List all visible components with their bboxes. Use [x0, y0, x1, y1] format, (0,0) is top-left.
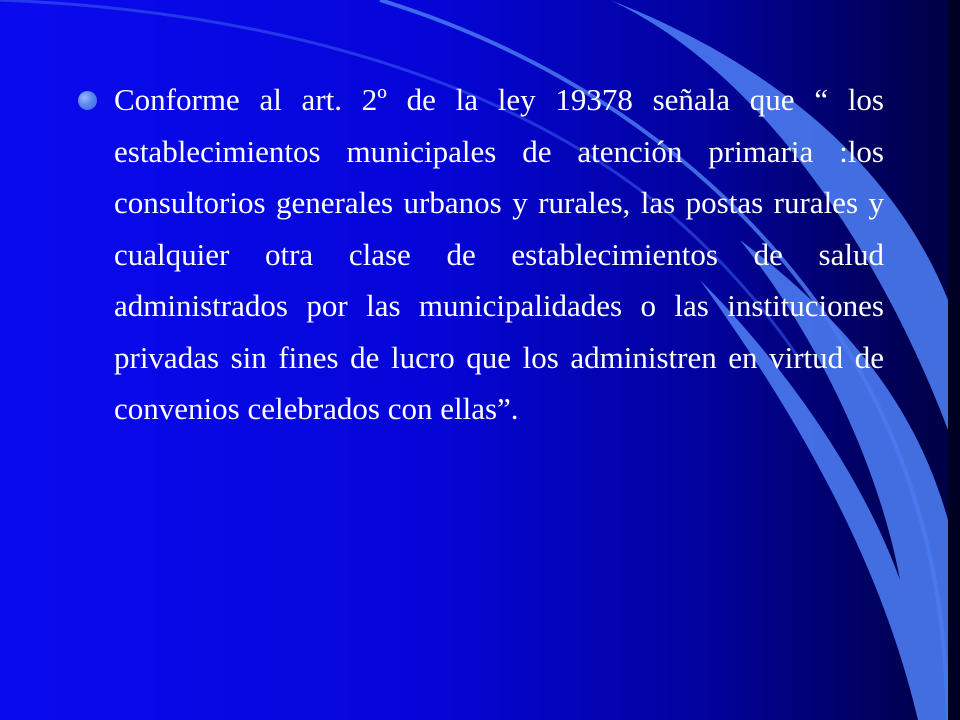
right-edge-strip	[948, 0, 960, 720]
bullet-item	[78, 74, 884, 435]
bullet-text: Conforme al art. 2º de la ley 19378 señala que “ los establecimientos municipales de atención primaria :los consultorios generales urbanos y rurales, las postas rurales y cualquier otra clase de establecimientos de salud administrados por las municipalidades o las instituciones privadas sin fines de lucro que los administren en virtud de convenios celebrados con ellas”.	[114, 82, 884, 426]
bullet-dot-icon	[78, 91, 97, 110]
bullet-list	[78, 74, 884, 435]
